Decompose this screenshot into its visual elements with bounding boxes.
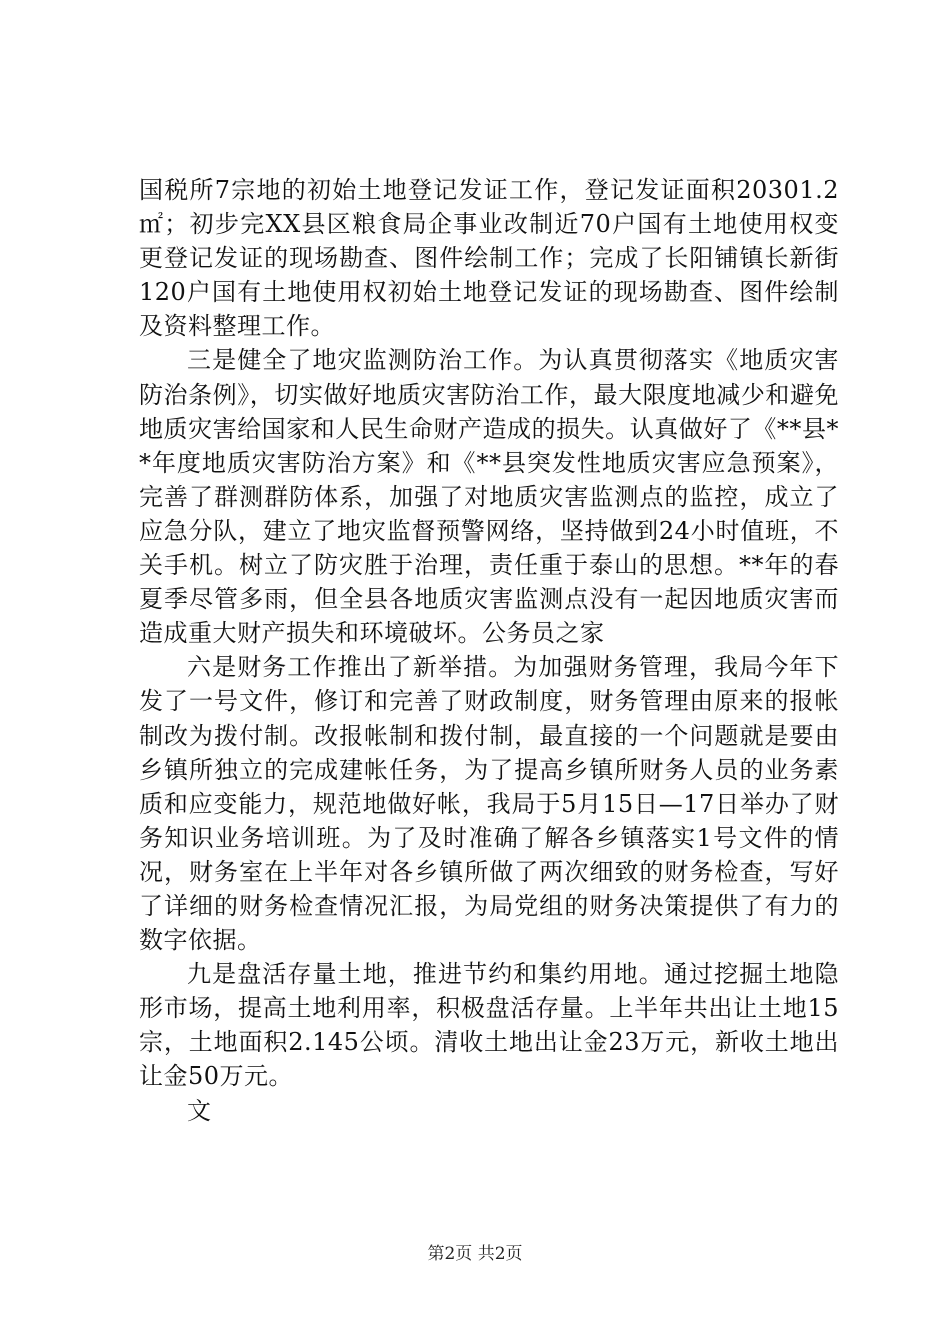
paragraph-trailing-fragment: 文	[187, 1096, 212, 1125]
page-number-footer: 第2页 共2页	[427, 1244, 523, 1264]
paragraph-land-registration: 国税所7宗地的初始土地登记发证工作，登记发证面积20301.2㎡；初步完XX县区粮食局企事业改制近70户国有土地使用权变更登记发证的现场勘查、图件绘制工作；完成了长阳铺镇长新街120户国有土地使用权初始土地登记发证的现场勘查、图件绘制及资料整理工作。	[139, 176, 839, 341]
paragraph-financial-work: 六是财务工作推出了新举措。为加强财务管理，我局今年下发了一号文件，修订和完善了财政制度，财务管理由原来的报帐制改为拨付制。改报帐制和拨付制，最直接的一个问题就是要由乡镇所独立的完成建帐任务，为了提高乡镇所财务人员的业务素质和应变能力，规范地做好帐，我局于5月15日—17日举办了财务知识业务培训班。为了及时准确了解各乡镇落实1号文件的情况，财务室在上半年对各乡镇所做了两次细致的财务检查，写好了详细的财务检查情况汇报，为局党组的财务决策提供了有力的数字依据。	[139, 653, 839, 955]
paragraph-geological-disaster: 三是健全了地灾监测防治工作。为认真贯彻落实《地质灾害防治条例》，切实做好地质灾害防治工作，最大限度地减少和避免地质灾害给国家和人民生命财产造成的损失。认真做好了《**县**年度地质灾害防治方案》和《**县突发性地质灾害应急预案》，完善了群测群防体系，加强了对地质灾害监测点的监控，成立了应急分队，建立了地灾监督预警网络，坚持做到24小时值班，不关手机。树立了防灾胜于治理，责任重于泰山的思想。**年的春夏季尽管多雨，但全县各地质灾害监测点没有一起因地质灾害而造成重大财产损失和环境破坏。公务员之家	[139, 346, 839, 648]
document-body	[139, 173, 839, 1128]
paragraph-land-revitalization: 九是盘活存量土地，推进节约和集约用地。通过挖掘土地隐形市场，提高土地利用率，积极盘活存量。上半年共出让土地15宗，土地面积2.145公顷。清收土地出让金23万元，新收土地出让金50万元。	[139, 960, 839, 1091]
